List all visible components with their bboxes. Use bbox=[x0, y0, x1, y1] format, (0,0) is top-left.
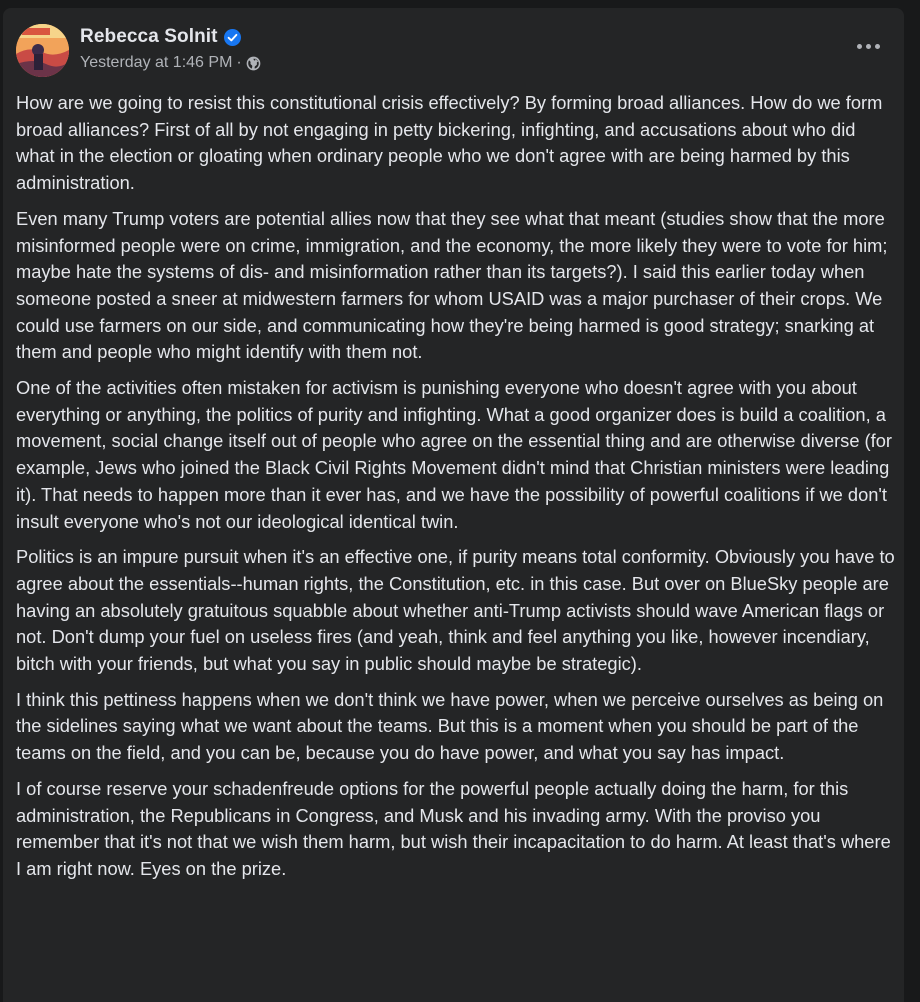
post-timestamp[interactable]: Yesterday at 1:46 PM bbox=[80, 54, 233, 71]
post-meta bbox=[80, 54, 261, 72]
post-card bbox=[3, 8, 904, 1002]
more-options-icon bbox=[866, 44, 871, 49]
meta-separator: · bbox=[236, 54, 242, 71]
post-header bbox=[3, 8, 904, 88]
author-name[interactable]: Rebecca Solnit bbox=[80, 26, 218, 47]
more-options-icon bbox=[875, 44, 880, 49]
post-paragraph: Even many Trump voters are potential allies now that they see what that meant (studies show that the more misinformed people were on crime, immigration, and the economy, the more likely they were to vote for him; maybe hate the systems of dis- and misinformation rather than its targets?). I said this earlier today when someone posted a sneer at midwestern farmers for whom USAID was a major purchaser of their crops. We could use farmers on our side, and communicating how they're being harmed is good strategy; snarking at them and people who might identify with them not. bbox=[16, 207, 888, 363]
more-options-button[interactable] bbox=[850, 34, 886, 58]
post-paragraph: I of course reserve your schadenfreude options for the powerful people actually doing the harm, for this administration, the Republicans in Congress, and Musk and his invading army. With the proviso you remember that it's not that we wish them harm, but wish their incapacitation to do harm. At least that's where I am right now. Eyes on the prize. bbox=[16, 777, 891, 879]
post-paragraph: How are we going to resist this constitutional crisis effectively? By forming broad alliances. How do we form broad alliances? First of all by not engaging in petty bickering, infighting, and accusations about who did what in the election or gloating when ordinary people who we don't agree with are being harmed by this administration. bbox=[16, 92, 883, 194]
verified-badge-icon bbox=[224, 29, 241, 46]
post-paragraph: One of the activities often mistaken for activism is punishing everyone who doesn't agree with you about everything or anything, the politics of purity and infighting. What a good organizer does is build a coalition, a movement, social change itself out of people who agree on the essential thing and are otherwise diverse (for example, Jews who joined the Black Civil Rights Movement didn't mind that Christian ministers were leading it). That needs to happen more than it ever has, and we have the possibility of powerful coalitions if we don't insult everyone who's not our ideological identical twin. bbox=[16, 377, 892, 532]
avatar-artwork bbox=[16, 24, 69, 77]
globe-icon[interactable] bbox=[246, 56, 261, 71]
profile-avatar[interactable] bbox=[16, 24, 69, 77]
post-body bbox=[16, 90, 896, 892]
author-row bbox=[80, 25, 241, 49]
more-options-icon bbox=[857, 44, 862, 49]
post-paragraph: I think this pettiness happens when we don't think we have power, when we perceive ourselves as being on the sidelines saying what we want about the teams. But this is a moment when you should be part of the teams on the field, and you can be, because you do have power, and what you say has impact. bbox=[16, 688, 884, 764]
post-paragraph: Politics is an impure pursuit when it's an effective one, if purity means total conformity. Obviously you have to agree about the essentials--human rights, the Constitution, etc. in this case. But over on BlueSky people are having an absolutely gratuitous squabble about whether anti-Trump activists should wave American flags or not. Don't dump your fuel on useless fires (and yeah, think and feel anything you like, however incendiary, bitch with your friends, but what you say in public should maybe be strategic). bbox=[16, 546, 895, 675]
